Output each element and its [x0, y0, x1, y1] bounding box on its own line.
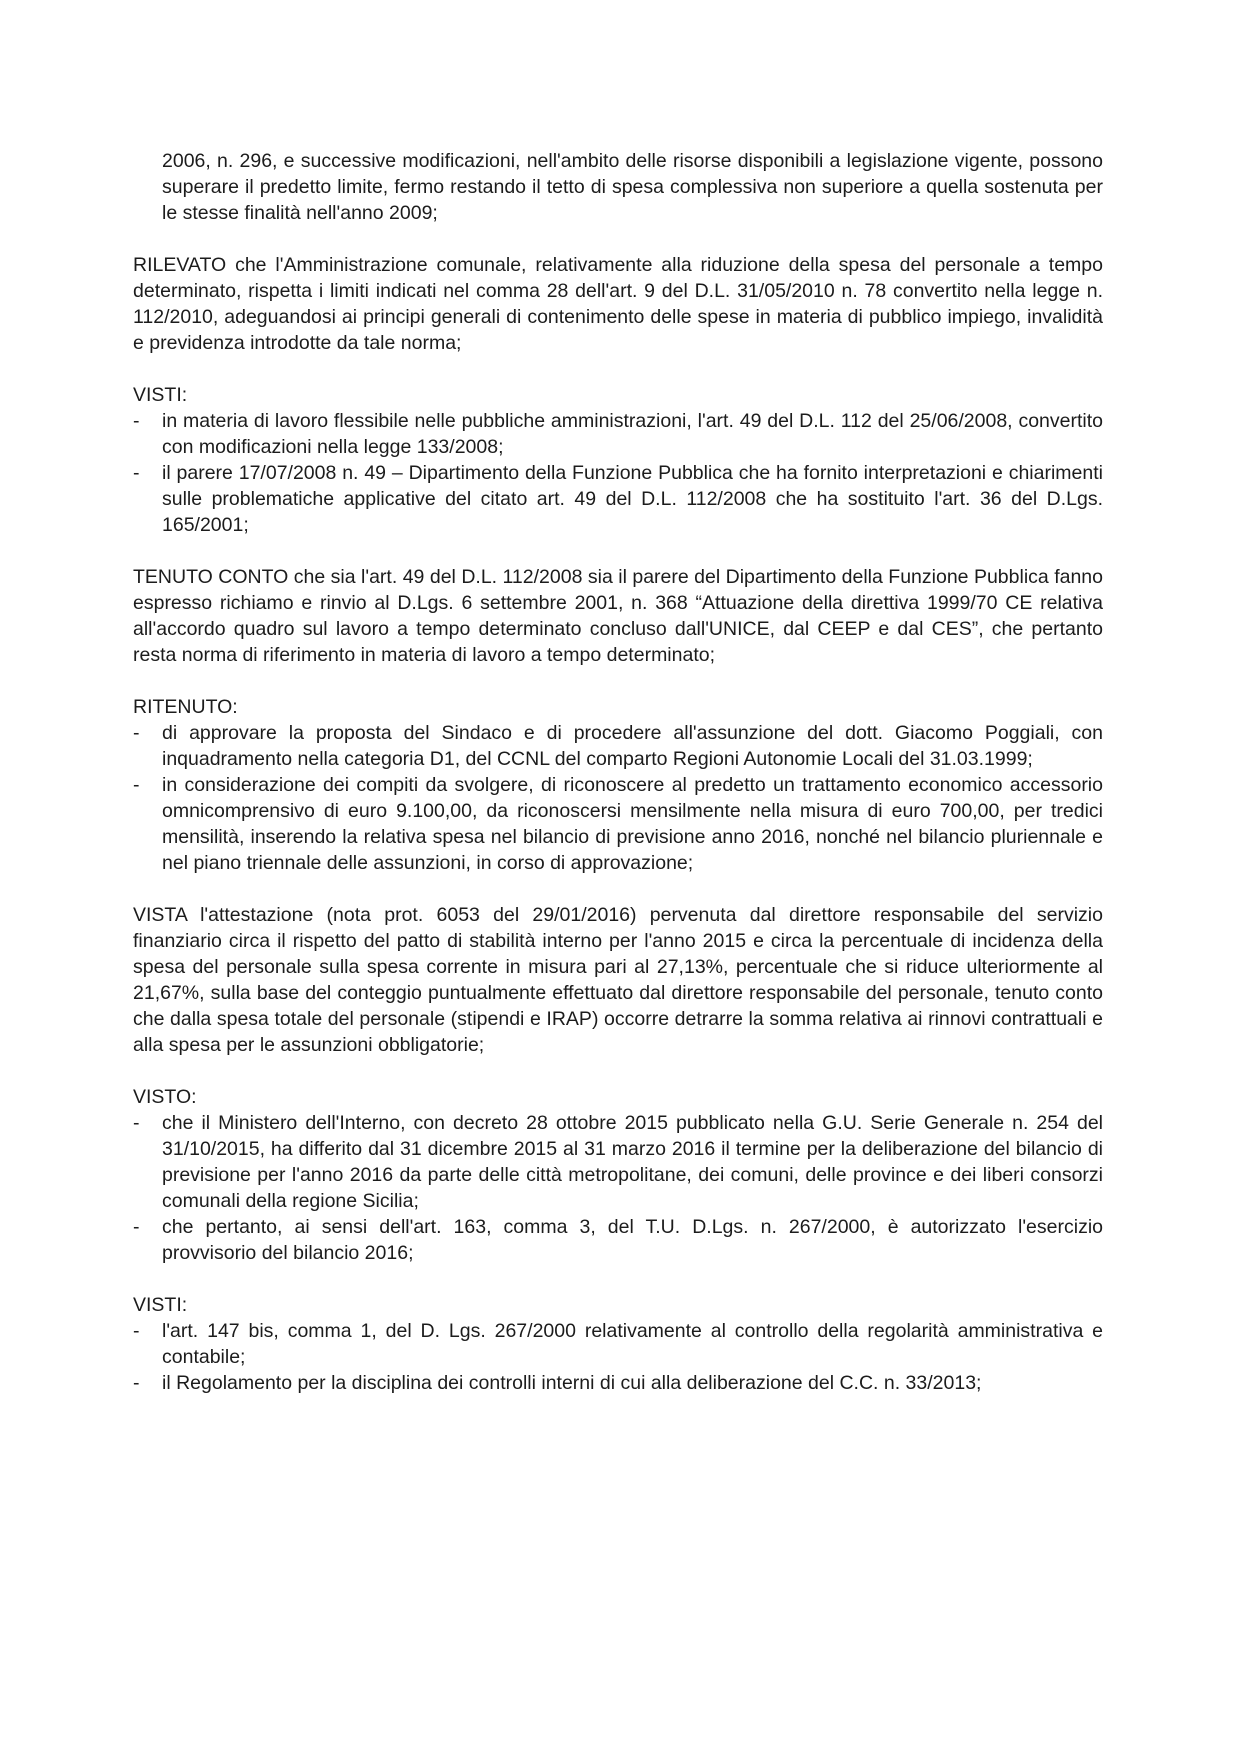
dash-bullet: - [133, 410, 140, 432]
list-item-text: che il Ministero dell'Interno, con decreto 28 ottobre 2015 pubblicato nella G.U. Serie Generale n. 254 del 31/10/2015, ha differito dal 31 dicembre 2015 al 31 marzo 2016 il termine per la deliberazione del bilancio di previsione per l'anno 2016 da parte delle città metropolitane, dei comuni, delle province e dei liberi consorzi comunali della regione Sicilia; [162, 1112, 1103, 1212]
list-item-text: in considerazione dei compiti da svolgere, di riconoscere al predetto un trattamento economico accessorio omnicomprensivo di euro 9.100,00, da riconoscersi mensilmente nella misura di euro 700,00, per tredici mensilità, inserendo la relativa spesa nel bilancio di previsione anno 2016, nonché nel bilancio pluriennale e nel piano triennale delle assunzioni, in corso di approvazione; [162, 774, 1103, 874]
dash-bullet: - [133, 1112, 140, 1134]
dash-bullet: - [133, 1320, 140, 1342]
list-item-text: in materia di lavoro flessibile nelle pubbliche amministrazioni, l'art. 49 del D.L. 112 del 25/06/2008, convertito con modificazioni nella legge 133/2008; [162, 410, 1103, 458]
list-item-text: di approvare la proposta del Sindaco e di procedere all'assunzione del dott. Giacomo Poggiali, con inquadramento nella categoria D1, del CCNL del comparto Regioni Autonomie Locali del 31.03.1999; [162, 722, 1103, 770]
list-item [133, 1110, 1103, 1214]
dash-bullet: - [133, 1372, 140, 1394]
list-ritenuto [133, 720, 1103, 876]
list-item [133, 1214, 1103, 1266]
list-item [133, 1370, 1103, 1396]
dash-bullet: - [133, 774, 140, 796]
paragraph-continuation: 2006, n. 296, e successive modificazioni, nell'ambito delle risorse disponibili a legislazione vigente, possono superare il predetto limite, fermo restando il tetto di spesa complessiva non superiore a quella sostenuta per le stesse finalità nell'anno 2009; [162, 150, 1103, 224]
list-item [133, 720, 1103, 772]
heading-ritenuto: RITENUTO: [133, 696, 238, 718]
dash-bullet: - [133, 722, 140, 744]
list-item [133, 772, 1103, 876]
paragraph-tenuto-conto: TENUTO CONTO che sia l'art. 49 del D.L. 112/2008 sia il parere del Dipartimento della Funzione Pubblica fanno espresso richiamo e rinvio al D.Lgs. 6 settembre 2001, n. 368 “Attuazione della direttiva 1999/70 CE relativa all'accordo quadro sul lavoro a tempo determinato concluso dall'UNICE, dal CEEP e dal CES”, che pertanto resta norma di riferimento in materia di lavoro a tempo determinato; [133, 566, 1103, 666]
list-visti-1 [133, 408, 1103, 538]
list-item-text: l'art. 147 bis, comma 1, del D. Lgs. 267/2000 relativamente al controllo della regolarità amministrativa e contabile; [162, 1320, 1103, 1368]
paragraph-rilevato: RILEVATO che l'Amministrazione comunale, relativamente alla riduzione della spesa del personale a tempo determinato, rispetta i limiti indicati nel comma 28 dell'art. 9 del D.L. 31/05/2010 n. 78 convertito nella legge n. 112/2010, adeguandosi ai principi generali di contenimento delle spese in materia di pubblico impiego, invalidità e previdenza introdotte da tale norma; [133, 254, 1103, 354]
heading-visti-2: VISTI: [133, 1294, 188, 1316]
list-visti-2 [133, 1318, 1103, 1396]
dash-bullet: - [133, 462, 140, 484]
heading-visto: VISTO: [133, 1086, 197, 1108]
list-visto [133, 1110, 1103, 1266]
list-item [133, 460, 1103, 538]
document-content [133, 148, 1103, 1396]
list-item [133, 1318, 1103, 1370]
paragraph-vista: VISTA l'attestazione (nota prot. 6053 del 29/01/2016) pervenuta dal direttore responsabile del servizio finanziario circa il rispetto del patto di stabilità interno per l'anno 2015 e circa la percentuale di incidenza della spesa del personale sulla spesa corrente in misura pari al 27,13%, percentuale che si riduce ulteriormente al 21,67%, sulla base del conteggio puntualmente effettuato dal direttore responsabile del personale, tenuto conto che dalla spesa totale del personale (stipendi e IRAP) occorre detrarre la somma relativa ai rinnovi contrattuali e alla spesa per le assunzioni obbligatorie; [133, 904, 1103, 1056]
list-item-text: il Regolamento per la disciplina dei controlli interni di cui alla deliberazione del C.C. n. 33/2013; [162, 1372, 982, 1394]
list-item-text: il parere 17/07/2008 n. 49 – Dipartimento della Funzione Pubblica che ha fornito interpretazioni e chiarimenti sulle problematiche applicative del citato art. 49 del D.L. 112/2008 che ha sostituito l'art. 36 del D.Lgs. 165/2001; [162, 462, 1103, 536]
list-item-text: che pertanto, ai sensi dell'art. 163, comma 3, del T.U. D.Lgs. n. 267/2000, è autorizzato l'esercizio provvisorio del bilancio 2016; [162, 1216, 1103, 1264]
dash-bullet: - [133, 1216, 140, 1238]
heading-visti-1: VISTI: [133, 384, 188, 406]
list-item [133, 408, 1103, 460]
